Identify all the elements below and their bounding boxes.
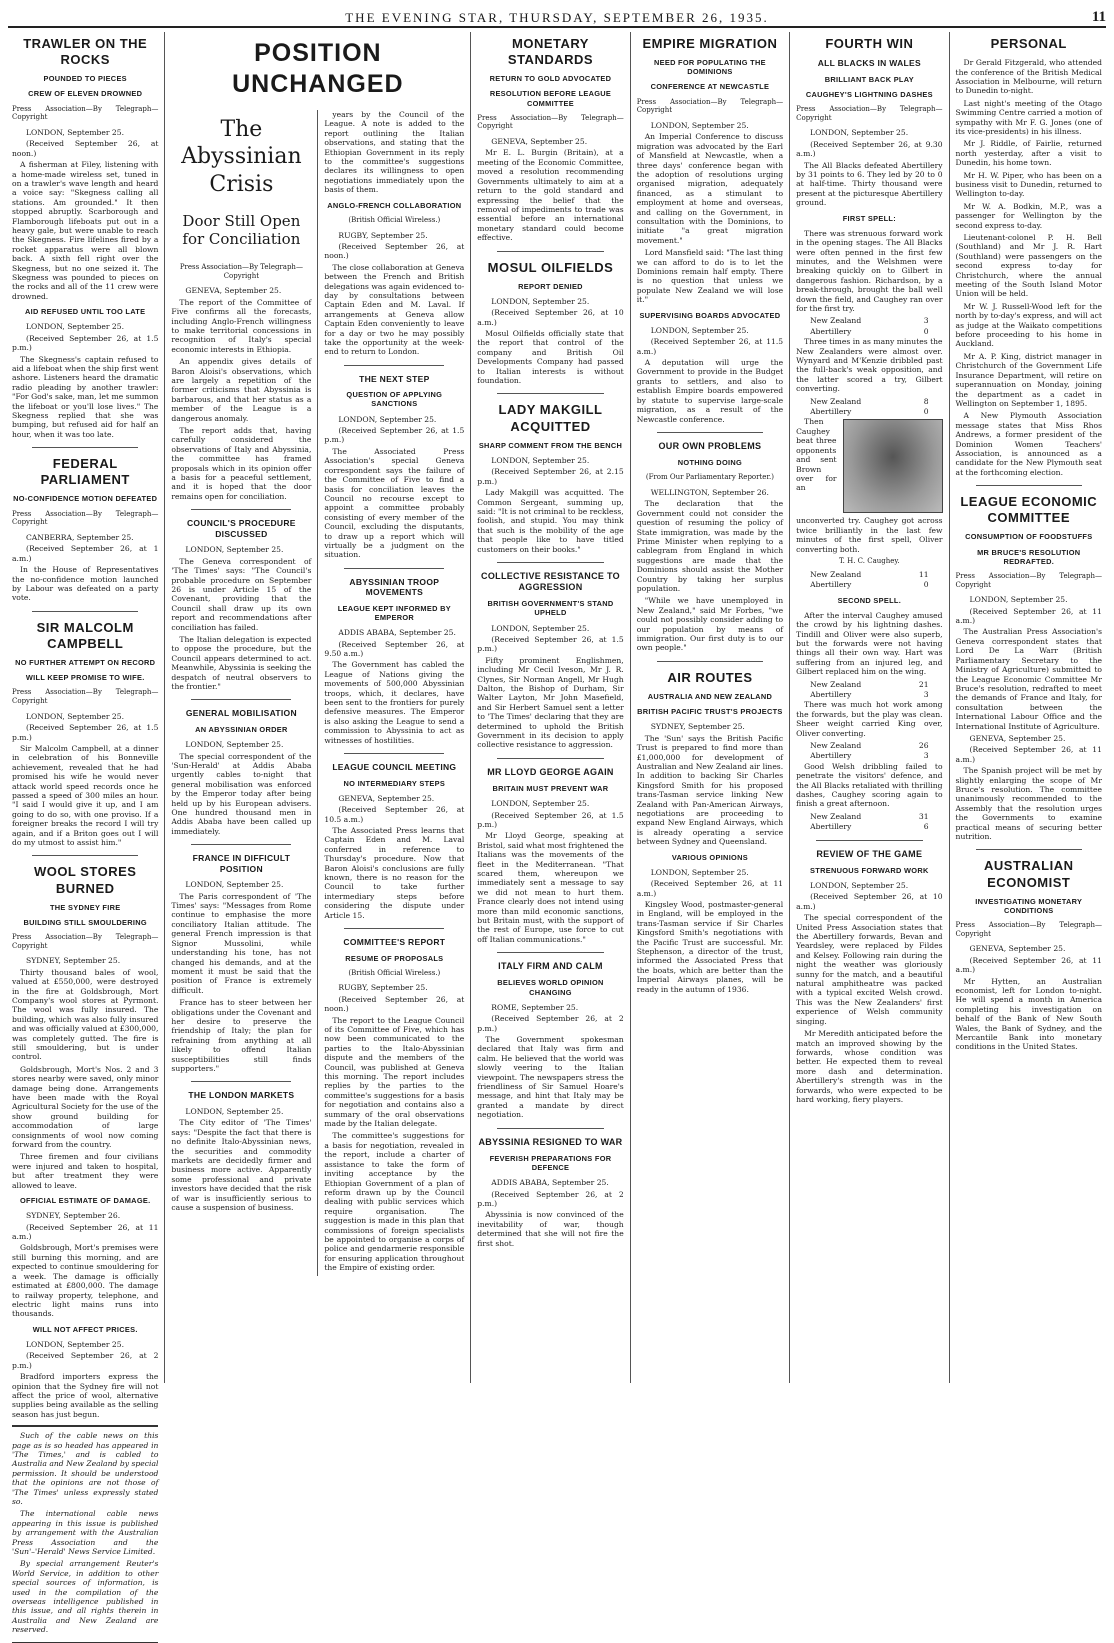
dateline: SYDNEY, September 26. <box>26 1211 121 1221</box>
dateline: RUGBY, September 25. <box>338 230 428 240</box>
paragraph: Mr W. A. Bodkin, M.P., was a passenger for Wellington by the second express to-day. <box>955 201 1102 230</box>
paragraph: A deputation will urge the Government to provide in the Budget grants to settlers, and also to establish Empire boards empowered by statute to supervise large-scale migration, as a result of the Newcastle conference. <box>636 358 784 424</box>
headline-league-economic: LEAGUE ECONOMIC COMMITTEE <box>960 494 1098 526</box>
paragraph: There was much hot work among the forwards, but the play was clean. Sheer weight carried King over, Oliver converting. <box>796 700 943 738</box>
subhead: BUILDING STILL SMOULDERING <box>23 917 147 927</box>
dateline: LONDON, September 25. <box>491 623 590 633</box>
column-3 <box>318 110 464 1276</box>
divider <box>816 840 922 841</box>
page-number: 11 <box>1091 9 1106 25</box>
subhead: SHARP COMMENT FROM THE BENCH <box>478 440 623 450</box>
subhead: AUSTRALIA AND NEW ZEALAND <box>647 691 773 701</box>
credit-line: Press Association—By Telegraph—Copyright <box>796 104 943 122</box>
paragraph: A New Plymouth Association message states that Miss Rhos Andrews, a former president of the Dominion Women Teachers' Association, is announced as a candidate for the New Plymouth seat at the forthcoming election. <box>955 411 1102 477</box>
score-line: New Zealand 21 <box>810 679 929 689</box>
credit-line: (From Our Parliamentary Reporter.) <box>645 473 774 482</box>
subhead: OFFICIAL ESTIMATE OF DAMAGE. <box>19 1196 151 1206</box>
subhead: STRENUOUS FORWARD WORK <box>810 865 929 875</box>
headline-position-unchanged: POSITION UNCHANGED <box>232 39 404 98</box>
dateline: (Received September 26, at noon.) <box>324 241 465 261</box>
divider <box>657 432 763 433</box>
paragraph: Thirty thousand bales of wool, valued at £550,000, were destroyed in the fire at Goldsbrough, Mort Company's wool stores at Pyrmont. The wool was fully insured. The building, which was also fully insured and was officially valued at £300,000, was completely gutted. The fire is still smouldering, but is under control. <box>12 967 159 1062</box>
subhead: SECOND SPELL. <box>837 595 902 605</box>
paragraph: The Associated Press learns that Captain Eden and M. Laval conferred in reference to Thursday's procedure. Now that Baron Aloisi's conclusions are fully known, there is no reason for the Council to take further intermediary steps before considering the dispute under Article 15. <box>324 825 465 920</box>
subhead: GENERAL MOBILISATION <box>185 708 297 719</box>
dateline: (Received September 26, at 9.50 a.m.) <box>324 639 465 658</box>
paragraph: An Imperial Conference to discuss migration was advocated by the Earl of Mansfield at Newcastle, when a three days' conference began with the adoption of resolutions urging organised migration, adequately financed, as a stimulant to employment at home and overseas, and calling on the Government, in consultation with the Dominions, to initiate "a great migration movement." <box>636 132 784 245</box>
subhead: LEAGUE COUNCIL MEETING <box>332 762 457 773</box>
credit-line: Press Association—By Telegraph—Copyright <box>12 509 159 527</box>
paragraph: An appendix gives details of Baron Aloisi's observations, which are largely a repetition of the former criticisms that Abyssinia is barbarous, and that her status as a member of the League is a dangerous anomaly. <box>171 357 312 423</box>
divider <box>344 928 444 929</box>
subhead: NO INTERMEDIARY STEPS <box>343 778 446 788</box>
subhead: WILL KEEP PROMISE TO WIFE. <box>25 673 145 683</box>
paragraph: After the interval Caughey amused the crowd by his lightning dashes. Tindill and Oliver were also superb, but the forwards were not having things all their own way. Hart was suffering from an injured leg, and Gilbert replaced him on the wing. <box>796 610 943 677</box>
paragraph: The Australian Press Association's Geneva correspondent states that Lord De La Warr (British Parliamentary Secretary to the Ministry of Agriculture) submitted to the League Economic Committee Mr Bruce's resolution, redrafted to meet the demands of France and Italy, for consultation between the International Labour Office and the International Institute of Agriculture. <box>955 627 1102 731</box>
paragraph: A fisherman at Filey, listening with a home-made wireless set, tuned in on a trawler's wave length and heard a voice say: "Skegness calling all stations. Am grounded." It then stopped abruptly. Scarborough and Flamborough lifeboats put out in a heavy gale, but were unable to reach the Skegness. Fire lifelines fired by a rocket apparatus were all blown back. A sixth fell right over the Skegness, but no one seized it. The Skegness was pounded to pieces on the rocks and all of the 11 crew were drowned. <box>12 160 159 301</box>
dateline: ADDIS ABABA, September 25. <box>338 628 456 638</box>
dateline: CANBERRA, September 25. <box>26 533 134 542</box>
dateline: LONDON, September 25. <box>26 322 124 332</box>
paragraph: The declaration that the Government could not consider the question of resuming the policy of State immigration, was made by the Prime Minister when replying to a cablegram from England in which suggestions are made that the Dominions should assist the Mother Country by taking her surplus population. <box>636 499 784 593</box>
dateline: LONDON, September 25. <box>650 120 749 130</box>
subhead: RESUME OF PROPOSALS <box>345 953 444 963</box>
subhead: FEVERISH PREPARATIONS FOR DEFENCE <box>489 1153 612 1172</box>
column-1 <box>6 32 165 1635</box>
dateline: LONDON, September 25. <box>810 128 909 138</box>
dateline: LONDON, September 25. <box>491 296 590 306</box>
dateline: LONDON, September 25. <box>650 325 749 335</box>
dateline: RUGBY, September 25. <box>338 983 428 993</box>
dateline: LONDON, September 25. <box>185 880 284 890</box>
divider <box>497 251 603 252</box>
divider <box>976 485 1082 486</box>
headline-wool-stores: WOOL STORES BURNED <box>33 864 137 896</box>
paragraph: Mr Hytten, an Australian economist, left for London to-night. He will spend a month in America completing his investigation on behalf of the Bank of New South Wales, the Bank of Sydney, and the Mercantile Bank into monetary conditions in the United States. <box>955 976 1102 1052</box>
dateline: (Received September 26, at 10 a.m.) <box>477 308 624 327</box>
paragraph: The Geneva correspondent of 'The Times' says: "The Council's probable procedure on September 26 is under Article 15 of the Covenant, providing that the Council shall draw up its own report and recommendations after conciliation has failed. <box>171 556 312 632</box>
credit-line: Press Association—By Telegraph—Copyright <box>636 97 784 115</box>
paragraph: Mr Meredith anticipated before the match an improved showing by the forwards, whose condition was better. He expected them to reveal more dash and determination. Abertillery's strength was in the forwards, who were expected to be hard working, fiery players. <box>796 1029 943 1104</box>
paragraph: The Government has cabled the League of Nations giving the movements of 500,000 Abyssinian troops, which, it declares, have been sent to the frontiers for purely defensive measures. The Emperor is also asking the League to send a commission to Abyssinia to act as witnesses of hostilities. <box>324 660 465 745</box>
dateline: (Received September 26, at 1.5 p.m.) <box>477 810 624 830</box>
dateline: (Received September 26, at 2.15 p.m.) <box>477 467 624 486</box>
paragraph: The special correspondent of the 'Sun-Herald' at Addis Ababa urgently cables to-night that general mobilisation was enforced by the Emperor today after being held up by his European advisers. One hundred thousand men in Addis Ababa have been called up immediately. <box>171 751 312 836</box>
paragraph: Mr A. P. King, district manager in Christchurch of the Government Life Insurance Department, will retire on superannuation on Monday, joining the department as a cadet in Wellington on September 1, 1895. <box>955 351 1102 408</box>
credit-line: Press Association—By Telegraph—Copyright <box>955 920 1102 938</box>
dateline: (Received September 26, at 2 p.m.) <box>12 1351 159 1370</box>
subhead: QUESTION OF APPLYING SANCTIONS <box>346 390 443 409</box>
headline-makgill: LADY MAKGILL ACQUITTED <box>498 402 603 434</box>
copyright-notice <box>12 1425 158 1643</box>
divider <box>657 661 763 662</box>
paragraph: The report adds that, having carefully considered the observations of Italy and Abyssinia, the committee has framed proposals which in its opinion offer a basis for a peaceful settlement, and it is hoped that the door remains open for conciliation. <box>171 426 312 501</box>
dateline: LONDON, September 25. <box>338 414 437 424</box>
dateline: (Received September 26, at 11 a.m.) <box>955 606 1102 626</box>
subhead: FIRST SPELL: <box>842 213 896 223</box>
notice-paragraph: The international cable news appearing in this issue is published by arrangement with the Australian Press Association and the 'Sun'–'Herald' News Service Limited. <box>12 1509 159 1557</box>
divider <box>191 1081 291 1082</box>
headline-trawler: TRAWLER ON THE ROCKS <box>23 36 148 68</box>
dateline: GENEVA, September 25. <box>185 286 282 296</box>
subhead: THE NEXT STEP <box>359 373 430 384</box>
credit-line: Press Association—By Telegraph—Copyright <box>179 262 303 280</box>
subhead: REVIEW OF THE GAME <box>816 848 923 859</box>
dateline: GENEVA, September 25. <box>338 793 435 803</box>
subhead: ABYSSINIA RESIGNED TO WAR <box>478 1136 623 1147</box>
dateline: (Received September 26, at 1.5 p.m.) <box>12 723 159 742</box>
subhead: RESOLUTION BEFORE LEAGUE COMMITTEE <box>489 89 612 108</box>
dateline: (Received September 26, at 11 a.m.) <box>636 879 784 898</box>
column-7 <box>950 32 1108 1383</box>
dateline: LONDON, September 25. <box>810 881 909 891</box>
subhead: COUNCIL'S PROCEDURE DISCUSSED <box>186 518 296 539</box>
paragraph: Lady Makgill was acquitted. The Common Sergeant, summing up, said: "It is not criminal to be reckless, foolish, and stupid. You may think that such is the mobility of the age that people like to have titled customers on their books." <box>477 488 624 554</box>
headline-personal: PERSONAL <box>990 36 1067 51</box>
column-6 <box>790 32 949 1383</box>
divider <box>976 849 1082 850</box>
dateline: LONDON, September 25. <box>650 867 749 877</box>
paragraph: Bradford importers express the opinion that the Sydney fire will not affect the price of wool, alternative supplies being available as the selling season has just begun. <box>12 1372 159 1419</box>
paragraph: The Spanish project will be met by slightly enlarging the scope of Mr Bruce's resolution. The committee unanimously recommended to the Assembly that the resolution urges the Governments to examine practical means of securing better nutrition. <box>955 766 1102 841</box>
paragraph: Mosul Oilfields officially state that the report that control of the company and British Oil Developments Company had passed to Italian interests is without foundation. <box>477 329 624 386</box>
headline-mosul: MOSUL OILFIELDS <box>487 259 614 275</box>
paragraph: Mr H. W. Piper, who has been on a business visit to Dunedin, returned to Wellington to-day. <box>955 170 1102 199</box>
paragraph: The committee's suggestions for a basis for negotiation, revealed in the report, include a charter of assistance to take the form of inviting acceptance by the Ethiopian Government of a plan of reform drawn up by the Council dealing with public services which require organisation. The suggestion is made in this plan that commissions of foreign specialists be appointed to organise a corps of police and gendarmerie responsible for ensuring application throughout the Empire of existing order. <box>324 1131 465 1273</box>
dateline: LONDON, September 25. <box>26 711 124 721</box>
paragraph: Abyssinia is now convinced of the inevitability of war, though determined that she will not fire the first shot. <box>477 1210 624 1248</box>
dateline: LONDON, September 25. <box>969 595 1068 605</box>
dateline: LONDON, September 25. <box>185 1106 284 1116</box>
paragraph: Lieutenant-colonel P. H. Bell (Southland) and Mr J. R. Hart (Southland) were passengers on the second express to-day for Christchurch, where the annual meeting of the South Island Motor Union will be held. <box>955 233 1102 299</box>
photo-caption: T. H. C. Caughey. <box>839 557 900 566</box>
paragraph: Sir Malcolm Campbell, at a dinner in celebration of his Bonneville achievement, revealed that he had promised his wife he would never attack world speed records once he passed a speed of 300 miles an hour. "I said I would give it up, and I am going to do so, with one proviso. If a foreigner breaks the record I will try again, and if a Briton goes out I will do my utmost to assist him." <box>12 743 159 848</box>
column-4 <box>471 32 630 1383</box>
headline-australian-economist: AUSTRALIAN ECONOMIST <box>984 858 1074 890</box>
dateline: ADDIS ABABA, September 25. <box>491 1178 609 1188</box>
dateline: LONDON, September 25. <box>491 799 590 809</box>
paragraph: The Paris correspondent of 'The Times' says: "Messages from Rome continue to emphasise the more conciliatory Italian attitude. The general French impression is that Signor Mussolini, while understanding his tone, has not changed his demands, and at the moment it must be said that the position of France is extremely difficult. <box>171 891 312 995</box>
paragraph: Fifty prominent Englishmen, including Mr Cecil Iveson, Mr J. R. Clynes, Sir Norman Angell, Mr Hugh Dalton, the Bishop of Durham, Sir Walter Layton, Mr John Masefield, and Sir Herbert Samuel sent a letter to 'The Times' declaring that they are determined to uphold the British Government in its decision to apply collective resistance to aggression. <box>477 655 624 750</box>
divider <box>191 699 291 700</box>
divider <box>497 758 603 759</box>
dateline: LONDON, September 25. <box>185 545 284 555</box>
score-line: New Zealand 31 <box>810 811 929 821</box>
divider <box>191 509 291 510</box>
dateline: (Received September 26, at 11 a.m.) <box>955 955 1102 975</box>
dateline: LONDON, September 25. <box>491 455 590 465</box>
score-line: Abertillery 6 <box>810 822 929 832</box>
notice-paragraph: Such of the cable news on this page as is so headed has appeared in 'The Times,' and is cabled to Australia and New Zealand by special permission. It should be understood that the opinions are not those of 'The Times' unless expressly stated so. <box>12 1431 159 1506</box>
paragraph: The Government spokesman declared that Italy was firm and calm. He believed that the world was slowly veering to the Italian viewpoint. The newspapers stress the friendliness of Sir Samuel Hoare's message, and hint that Italy may be granted a mandate by direct negotiation. <box>477 1035 624 1120</box>
dateline: LONDON, September 25. <box>185 740 284 750</box>
divider <box>191 844 291 845</box>
paragraph: Three firemen and four civilians were injured and taken to hospital, but after treatment they were allowed to leave. <box>12 1152 159 1190</box>
headline-monetary: MONETARY STANDARDS <box>507 36 594 68</box>
score-line: Abertillery 3 <box>810 751 929 761</box>
credit-line: Press Association—By Telegraph—Copyright <box>955 571 1102 589</box>
subhead: THE LONDON MARKETS <box>188 1090 295 1101</box>
subhead: OUR OWN PROBLEMS <box>658 440 762 451</box>
divider <box>344 568 444 569</box>
paragraph: The Italian delegation is expected to oppose the procedure, but the Council appears determined to act. Meanwhile, Abyssinia is seeking the despatch of neutral observers to the frontier." <box>171 634 312 692</box>
deck-conciliation: Door Still Open for Conciliation <box>182 211 301 249</box>
paragraph: Goldsbrough, Mort's Nos. 2 and 3 stores nearby were saved, only minor damage being done. Arrangements have been made with the Royal Agricultural Society for the use of the show ground building for accommodation of large consignments of wool now coming forward from the country. <box>12 1064 159 1150</box>
subhead: MR LLOYD GEORGE AGAIN <box>487 766 614 777</box>
score-line: Abertillery 0 <box>810 326 929 336</box>
credit-line: Press Association—By Telegraph—Copyright <box>477 113 624 131</box>
dateline: (Received September 26, at 10 a.m.) <box>796 892 943 911</box>
dateline: (Received September 26, at 11 a.m.) <box>955 745 1102 764</box>
subhead: CONFERENCE AT NEWCASTLE <box>650 82 770 92</box>
column-2-3 <box>165 32 471 1383</box>
dateline: GENEVA, September 25. <box>969 733 1066 743</box>
paragraph: The 'Sun' says the British Pacific Trust is prepared to find more than £1,000,000 for development of Australian and New Zealand air lines. In addition to backing Sir Charles Kingsford Smith for his proposed trans-Tasman service linking New Zealand with Pan-American Airways, negotiations are proceeding to expand New England Airways, which is already operating a service between Sydney and Queensland. <box>636 733 784 847</box>
subhead: AID REFUSED UNTIL TOO LATE <box>25 307 146 317</box>
subhead: POUNDED TO PIECES <box>43 74 127 84</box>
page-columns <box>6 32 1108 1635</box>
subhead: CONSUMPTION OF FOODSTUFFS <box>965 532 1093 542</box>
subhead: MR BRUCE'S RESOLUTION REDRAFTED. <box>977 547 1081 566</box>
paragraph: Good Welsh dribbling failed to penetrate the visitors' defence, and the All Blacks retaliated with thrilling dashes, Caughey scoring again to finish a great afternoon. <box>796 761 943 809</box>
subhead: ANGLO-FRENCH COLLABORATION <box>327 200 462 210</box>
headline-federal-parliament: FEDERAL PARLIAMENT <box>40 456 130 488</box>
subhead: COMMITTEE'S REPORT <box>343 937 446 948</box>
subhead: NO-CONFIDENCE MOTION DEFEATED <box>13 494 158 504</box>
subhead: RETURN TO GOLD ADVOCATED <box>489 74 612 84</box>
credit-line: Press Association—By Telegraph—Copyright <box>12 104 159 122</box>
subhead: CAUGHEY'S LIGHTNING DASHES <box>805 89 933 99</box>
score-line: Abertillery 0 <box>810 407 929 417</box>
dateline: (Received September 26, at noon.) <box>324 994 465 1014</box>
credit-line: Press Association—By Telegraph—Copyright <box>12 688 159 706</box>
dateline: (Received September 26, at 10.5 a.m.) <box>324 805 465 824</box>
subhead: BELIEVES WORLD OPINION CHANGING <box>497 978 604 997</box>
paragraph: Mr J. Riddle, of Fairlie, returned north yesterday, after a visit to Dunedin, his home town. <box>955 139 1102 168</box>
credit-line: Press Association—By Telegraph—Copyright <box>12 933 159 950</box>
credit-line: (British Official Wireless.) <box>348 968 441 977</box>
column-5 <box>631 32 790 1383</box>
divider <box>497 562 603 563</box>
subhead: NO FURTHER ATTEMPT ON RECORD <box>15 658 156 668</box>
subhead: VARIOUS OPINIONS <box>671 852 748 862</box>
dateline: SYDNEY, September 25. <box>650 722 745 732</box>
subhead: COLLECTIVE RESISTANCE TO AGGRESSION <box>481 570 620 593</box>
paragraph: Lord Mansfield said: "The last thing we can afford to do is to let the Dominions remain half empty. There is no question that unless we populate New Zealand we will lose it." <box>636 248 784 305</box>
subhead: AN ABYSSINIAN ORDER <box>195 724 288 734</box>
paragraph: The Skegness's captain refused to aid a lifeboat when the ship first went ashore. Listeners heard the dramatic radio pleading by another trawler: "For God's sake, man, let me summon the lifeboat or you'll lose lives." The Skegness replied that she was bumping, but refused aid for half an hour, when it was too late. <box>12 354 159 439</box>
paragraph: Then Caughey beat three opponents and sent Brown over for an unconverted try. Caughey got across twice brilliantly in the last few minutes of the first spell, Oliver converting both. <box>796 417 943 554</box>
divider <box>32 855 138 856</box>
player-photo <box>843 419 943 513</box>
column-2 <box>171 110 318 1276</box>
dateline: (Received September 26, at 11.5 a.m.) <box>636 337 784 356</box>
paragraph: France has to steer between her obligations under the Covenant and her desire to preserve the friendship of Italy; the plan for refraining from anything at all likely to offend Italian susceptibilities still finds supporters." <box>171 998 312 1073</box>
paragraph: Three times in as many minutes the New Zealanders were almost over. Wynyard and M'Kenzie dribbled past the full-back's weak opposition, and the latter scored a try, Gilbert converting. <box>796 337 943 394</box>
paragraph: The All Blacks defeated Abertillery by 31 points to 6. They led by 20 to 0 at half-time. Thirty thousand were present at the picturesque Abertillery ground. <box>796 160 943 208</box>
notice-paragraph: By special arrangement Reuter's World Service, in addition to other special sources of information, is used in the compilation of the overseas intelligence published in this issue, and all rights therein in Australia and New Zealand are reserved. <box>12 1559 159 1635</box>
dateline: ROME, September 25. <box>491 1002 579 1012</box>
subhead: WILL NOT AFFECT PRICES. <box>32 1324 138 1334</box>
headline-campbell: SIR MALCOLM CAMPBELL <box>36 619 134 651</box>
dateline: (Received September 26, at 1.5 p.m.) <box>12 333 159 353</box>
headline-air-routes: AIR ROUTES <box>667 669 753 685</box>
dateline: WELLINGTON, September 26. <box>650 487 769 497</box>
divider <box>344 753 444 754</box>
divider <box>32 447 138 448</box>
dateline: (Received September 26, at 2 p.m.) <box>477 1189 624 1208</box>
paragraph: The City editor of 'The Times' says: "Despite the fact that there is no definite Italo-Abyssinian news, the securities and commodity markets are decidedly firmer and business more active. Apparently some professional and private investors have decided that the risk of war is insufficiently serious to cause a suspension of business. <box>171 1118 312 1212</box>
paragraph: There was strenuous forward work in the opening stages. The All Blacks were often penned in the first few minutes, and the Welshmen were breaking quickly on to Gilbert in dangerous fashion. Richardson, by a break-through, brought the ball well down the field, and Caughey ran over for the first try. <box>796 228 943 313</box>
subhead: BRITAIN MUST PREVENT WAR <box>492 784 609 794</box>
subhead: INVESTIGATING MONETARY CONDITIONS <box>975 896 1083 915</box>
subhead: BRITISH GOVERNMENT'S STAND UPHELD <box>487 599 614 618</box>
paragraph: Mr W. J. Russell-Wood left for the north by to-day's express, and will act as judge at the Waikato competitions before proceeding to his home in Auckland. <box>955 301 1102 349</box>
headline-migration: EMPIRE MIGRATION <box>642 36 778 51</box>
subhead: THE SYDNEY FIRE <box>49 902 121 912</box>
dateline: LONDON, September 25. <box>26 1339 124 1349</box>
dateline: LONDON, September 25. <box>26 127 124 137</box>
paragraph: Dr Gerald Fitzgerald, who attended the conference of the British Medical Association in Melbourne, will return to Dunedin to-night. <box>955 58 1102 96</box>
dateline: SYDNEY, September 25. <box>26 956 121 966</box>
paragraph: In the House of Representatives the no-confidence motion launched by Labour was defeated on a party vote. <box>12 565 159 603</box>
divider <box>497 393 603 394</box>
subhead: FRANCE IN DIFFICULT POSITION <box>192 853 291 874</box>
subhead: LEAGUE KEPT INFORMED BY EMPEROR <box>337 603 451 622</box>
newspaper-title: THE EVENING STAR, THURSDAY, SEPTEMBER 26, 1935. <box>345 10 769 25</box>
subhead: ALL BLACKS IN WALES <box>817 58 921 69</box>
subhead: BRITISH PACIFIC TRUST'S PROJECTS <box>637 707 783 717</box>
deck-abyssinian-crisis: The Abyssinian Crisis <box>181 117 302 197</box>
paragraph: The report to the League Council of its Committee of Five, which has now been communicated to the parties to the Italo-Abyssinian dispute and the members of the Council, was published at Geneva this morning. The report includes replies by the parties to the committee's suggestions for a basis for negotiation and contains also a summary of the oral observations made by the Italian delegate. <box>324 1015 465 1129</box>
subhead: SUPERVISING BOARDS ADVOCATED <box>639 310 781 320</box>
dateline: (Received September 26, at 1.5 p.m.) <box>477 635 624 654</box>
dateline: (Received September 26, at 2 p.m.) <box>477 1014 624 1033</box>
divider <box>32 611 138 612</box>
headline-fourth-win: FOURTH WIN <box>825 36 914 51</box>
paragraph: The special correspondent of the United Press Association states that the Abertillery forwards, Bevan and Yeardsley, were replaced by Fildes and Kelsey. Following rain during the night the weather was gloriously sunny for the match, and a beautiful natural amphitheatre was packed with a typical excited Welsh crowd. This was the New Zealanders' first experience of Welsh community singing. <box>796 913 943 1026</box>
subhead: ITALY FIRM AND CALM <box>498 961 603 972</box>
dateline: GENEVA, September 25. <box>969 944 1066 954</box>
subhead: CREW OF ELEVEN DROWNED <box>28 89 143 99</box>
paragraph: The report of the Committee of Five confirms all the forecasts, including Anglo-French willingness to make territorial concessions in recognition of Italy's special economic interests in Ethiopia. <box>171 297 312 354</box>
paragraph: Mr Lloyd George, speaking at Bristol, said what most frightened the Italians was the movements of the fleet in the Mediterranean. "That scared them, whereupon we immediately sent a message to say we did not mean to hurt them. France clearly does not intend using more than mild economic sanctions, but Britain must, with the support of the rest of Europe, use force to cut off Italian communications." <box>477 831 624 944</box>
dateline: (Received September 26, at noon.) <box>12 139 159 158</box>
credit-line: (British Official Wireless.) <box>348 215 441 224</box>
subhead: BRILLIANT BACK PLAY <box>824 74 914 84</box>
score-line: New Zealand 11 <box>810 569 929 579</box>
subhead: NEED FOR POPULATING THE DOMINIONS <box>653 58 766 77</box>
paragraph: The close collaboration at Geneva between the French and British delegations was again evidenced to-day by consultations between Captain Eden and M. Laval. If arrangements at Geneva allow Captain Eden conveniently to leave for a day or two he may possibly take the opportunity at the week-end to return to London. <box>324 262 465 357</box>
score-line: Abertillery 3 <box>810 690 929 699</box>
sub-columns <box>171 110 464 1276</box>
dateline: GENEVA, September 25. <box>491 137 588 147</box>
subhead: REPORT DENIED <box>518 281 583 291</box>
score-line: New Zealand 3 <box>810 316 929 326</box>
divider <box>497 1128 603 1129</box>
paragraph: "While we have unemployed in New Zealand," said Mr Forbes, "we could not possibly consider adding to our population by means of immigration. Our first duty is to our own people." <box>636 596 784 653</box>
divider <box>497 952 603 953</box>
subhead: NOTHING DOING <box>677 458 743 468</box>
paragraph: years by the Council of the League. A note is added to the report outlining the Italian observations, and stating that the Ethiopian Government in its reply to the committee's suggestions declares its willingness to open negotiations immediately upon the basis of them. <box>324 110 465 195</box>
paragraph: Mr E. L. Burgin (Britain), at a meeting of the Economic Committee, moved a resolution recommending Governments ultimately to aim at a return to the gold standard and expressing the belief that the removal of impediments to trade was essential before an international monetary standard could become effective. <box>477 148 624 243</box>
divider <box>344 365 444 366</box>
paragraph: Last night's meeting of the Otago Swimming Centre carried a motion of sympathy with Mr F. G. Jones (one of its vice-presidents) in his illness. <box>955 98 1102 136</box>
score-line: New Zealand 26 <box>810 741 929 751</box>
paragraph: The Associated Press Association's special Geneva correspondent says the failure of the Committee of Five to find a basis for conciliation leaves the Council no recourse except to appoint a committee probably consisting of every member of the Council, excluding the disputants, to draw up a report which will virtually be a judgment on the situation. <box>324 446 465 560</box>
dateline: (Received September 26, at 1 a.m.) <box>12 544 159 563</box>
score-line: New Zealand 8 <box>810 396 929 406</box>
dateline: (Received September 26, at 9.30 a.m.) <box>796 139 943 159</box>
subhead: ABYSSINIAN TROOP MOVEMENTS <box>349 576 440 598</box>
dateline: (Received September 26, at 11 a.m.) <box>12 1222 159 1242</box>
masthead <box>8 4 1106 28</box>
paragraph: Kingsley Wood, postmaster-general in England, will be employed in the trans-Tasman service if Sir Charles Kingsford Smith's negotiations with the Pacific Trust are successful. Mr. Stephenson, a director of the trust, informed the Associated Press that the boats, which are better than the Imperial Airways planes, will be ready in the autumn of 1936. <box>636 899 784 994</box>
score-line: Abertillery 0 <box>810 580 929 590</box>
dateline: (Received September 26, at 1.5 p.m.) <box>324 426 465 445</box>
paragraph: Goldsbrough, Mort's premises were still burning this morning, and are expected to continue smouldering for a week. The damage is officially estimated at £800,000. The damage to railway property, telephone, and electric light mains runs into thousands. <box>12 1243 159 1319</box>
